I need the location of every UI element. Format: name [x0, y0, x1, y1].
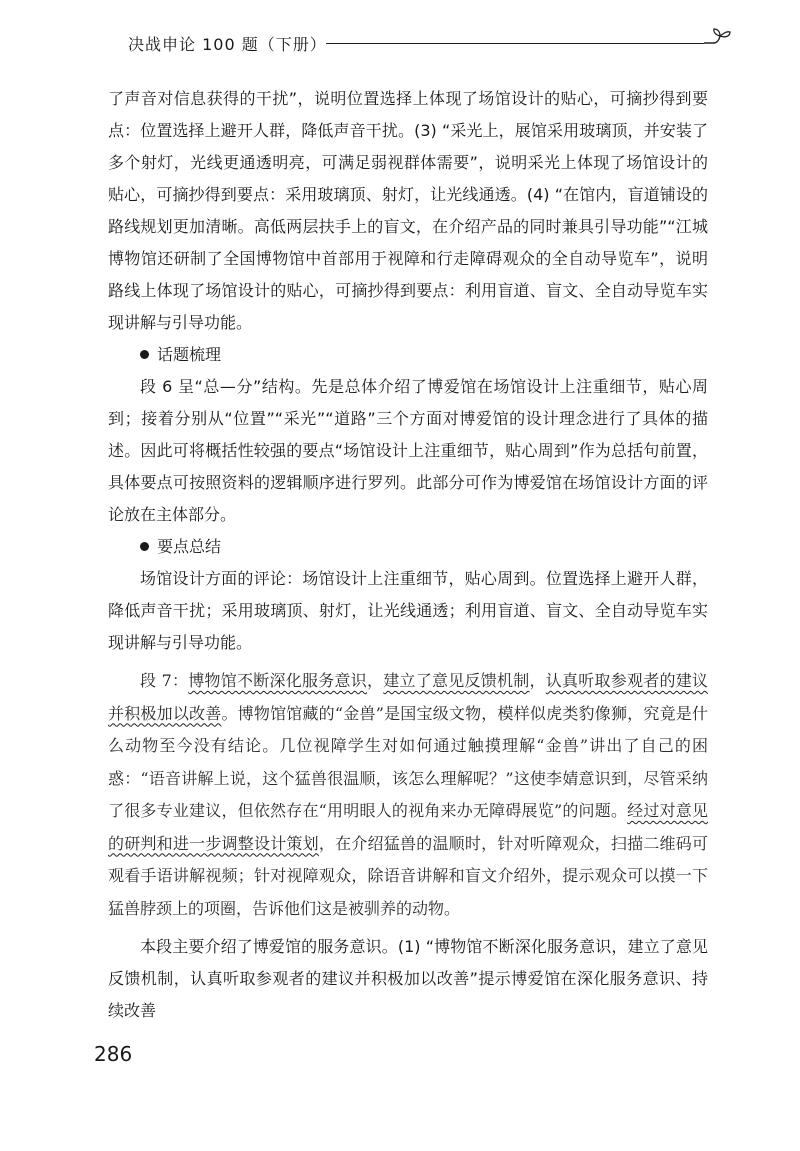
material-text-1: 。博物馆馆藏的“金兽”是国宝级文物，模样似虎类豹像狮，究竟是什么动物至今没有结论。几位视障学生对如何通过触摸理解“金兽”讲出了自己的困惑：“语音讲解上说，这个猛兽很温顺，该怎么理解呢？”这使李婧意识到，尽管采纳了很多专业建议，但依然存在“用明眼人的视角来办无障碍展览”的问题。 [108, 703, 708, 820]
book-title: 决战申论 100 题（下册） [128, 35, 327, 54]
header-rule [326, 43, 704, 44]
section-heading-label: 话题梳理 [157, 345, 222, 364]
sprout-ornament-icon [704, 26, 738, 64]
paragraph-topic-analysis: 段 6 呈“总—分”结构。先是总体介绍了博爱馆在场馆设计上注重细节，贴心周到；接着分别从“位置”“采光”“道路”三个方面对博爱馆的设计理念进行了具体的描述。因此可将概括性较强的要点“场馆设计上注重细节，贴心周到”作为总括句前置，具体要点可按照资料的逻辑顺序进行罗列。此部分可作为博爱馆在场馆设计方面的评论放在主体部分。 [108, 377, 708, 524]
material-text-2: ，在介绍猛兽的温顺时，针对听障观众，扫描二维码可观看手语讲解视频；针对视障观众，除语音讲解和盲文介绍外，提示观众可以摸一下猛兽脖颈上的项圈，告诉他们这是被驯养的动物。 [108, 833, 708, 918]
paragraph-material-7 [108, 665, 708, 925]
wavy-underline-2: 建立了意见反馈机制 [383, 671, 530, 690]
section-heading-summary [108, 531, 708, 563]
section-heading-label: 要点总结 [157, 537, 222, 556]
paragraph-analysis-7: 本段主要介绍了博爱馆的服务意识。(1) “博物馆不断深化服务意识，建立了意见反馈机制，认真听取参观者的建议并积极加以改善”提示博爱馆在深化服务意识、持续改善 [108, 937, 708, 1020]
bullet-icon [140, 350, 149, 359]
paragraph-continued: 了声音对信息获得的干扰”，说明位置选择上体现了场馆设计的贴心，可摘抄得到要点：位置选择上避开人群，降低声音干扰。(3) “采光上，展馆采用玻璃顶，并安装了多个射灯，光线更通透明亮，可满足弱视群体需要”，说明采光上体现了场馆设计的贴心，可摘抄得到要点：采用玻璃顶、射灯，让光线通透。(4) “在馆内，盲道铺设的路线规划更加清晰。高低两层扶手上的盲文，在介绍产品的同时兼具引导功能”“江城博物馆还研制了全国博物馆中首部用于视障和行走障碍观众的全自动导览车”，说明路线上体现了场馆设计的贴心，可摘抄得到要点：利用盲道、盲文、全自动导览车实现讲解与引导功能。 [108, 89, 708, 332]
page-number: 286 [94, 1042, 133, 1066]
page-body [108, 83, 708, 1027]
material-label: 段 7： [140, 671, 189, 690]
running-header [128, 26, 738, 60]
paragraph-key-points: 场馆设计方面的评论：场馆设计上注重细节，贴心周到。位置选择上避开人群，降低声音干扰；采用玻璃顶、射灯，让光线通透；利用盲道、盲文、全自动导览车实现讲解与引导功能。 [108, 569, 708, 652]
bullet-icon [140, 542, 149, 551]
punctuation: ， [366, 671, 384, 690]
wavy-underline-4: 经过对意见的研判和进一步调整设计策划 [108, 801, 708, 853]
wavy-underline-3: 认真听取参观者的建议并积极加以改善 [108, 671, 708, 723]
punctuation: ， [529, 671, 546, 690]
wavy-underline-1: 博物馆不断深化服务意识 [188, 671, 367, 690]
section-heading-topic [108, 339, 708, 371]
